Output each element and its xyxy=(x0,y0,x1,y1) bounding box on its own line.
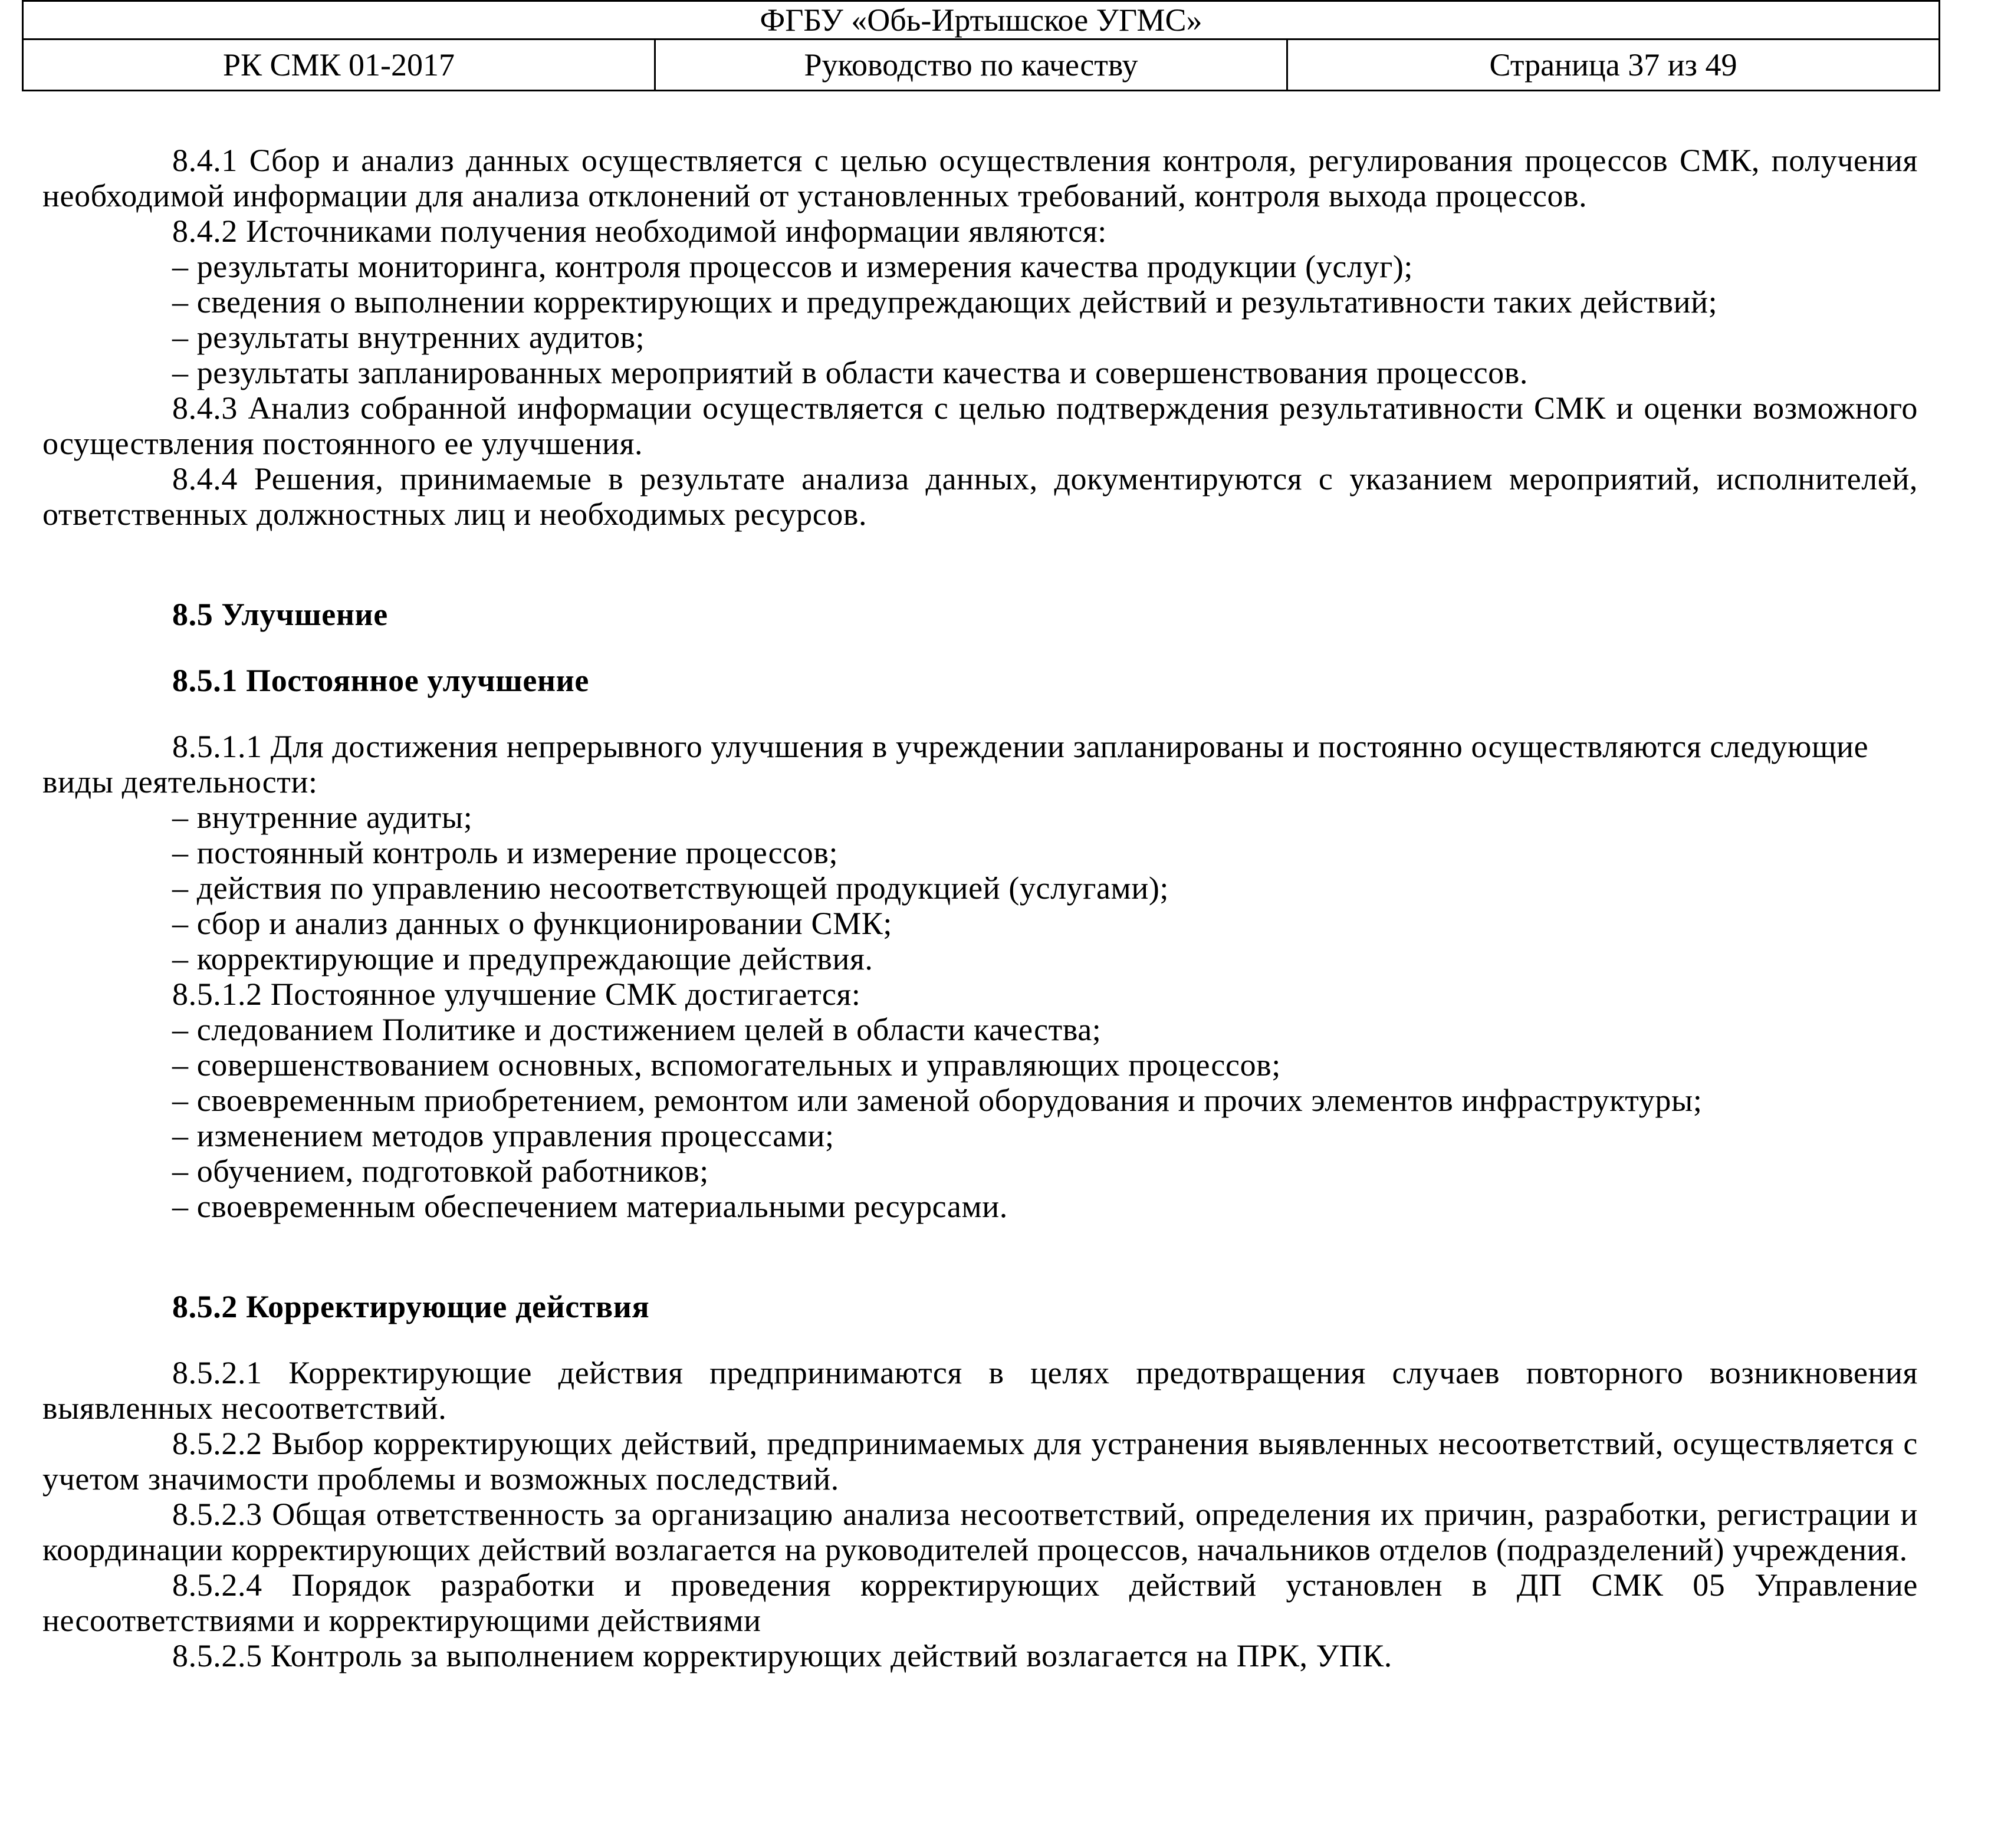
paragraph-8-5-1-2: 8.5.1.2 Постоянное улучшение СМК достигается: xyxy=(172,976,861,1012)
section-spacer xyxy=(42,698,1918,729)
list-item: – изменением методов управления процессами; xyxy=(172,1118,834,1153)
list-item: – корректирующие и предупреждающие действия. xyxy=(172,941,873,976)
heading-8-5-2: 8.5.2 Корректирующие действия xyxy=(172,1289,650,1324)
section-spacer xyxy=(42,632,1918,663)
organization-name: ФГБУ «Обь-Иртышское УГМС» xyxy=(23,1,1940,40)
section-spacer xyxy=(42,532,1918,597)
list-item: – сведения о выполнении корректирующих и предупреждающих действий и результативности таких действий; xyxy=(172,284,1718,320)
list-item: – действия по управлению несоответствующей продукцией (услугами); xyxy=(172,870,1169,906)
heading-8-5-1: 8.5.1 Постоянное улучшение xyxy=(172,663,589,698)
paragraph-8-4-1: 8.4.1 Сбор и анализ данных осуществляется с целью осуществления контроля, регулирования процессов СМК, получения необходимой информации для анализа отклонений от установленных требований, контроля выхода процессов. xyxy=(42,143,1918,213)
paragraph-8-4-4: 8.4.4 Решения, принимаемые в результате анализа данных, документируются с указанием мероприятий, исполнителей, ответственных должностных лиц и необходимых ресурсов. xyxy=(42,461,1918,532)
paragraph-8-5-1-1: 8.5.1.1 Для достижения непрерывного улучшения в учреждении запланированы и постоянно осуществляются следующие виды деятельности: xyxy=(42,729,1869,800)
paragraph-8-5-2-1: 8.5.2.1 Корректирующие действия предпринимаются в целях предотвращения случаев повторного возникновения выявленных несоответствий. xyxy=(42,1355,1918,1426)
page-number: Страница 37 из 49 xyxy=(1287,40,1940,91)
section-spacer xyxy=(42,1224,1918,1289)
list-item: – следованием Политике и достижением целей в области качества; xyxy=(172,1012,1102,1047)
paragraph-8-4-2: 8.4.2 Источниками получения необходимой информации являются: xyxy=(172,213,1107,249)
document-code: РК СМК 01-2017 xyxy=(23,40,655,91)
list-item: – внутренние аудиты; xyxy=(172,800,473,835)
paragraph-8-5-2-5: 8.5.2.5 Контроль за выполнением корректирующих действий возлагается на ПРК, УПК. xyxy=(172,1638,1392,1673)
list-item: – своевременным обеспечением материальными ресурсами. xyxy=(172,1189,1008,1224)
document-header-table xyxy=(22,0,1940,91)
document-body xyxy=(42,143,1918,1673)
list-item: – результаты мониторинга, контроля процессов и измерения качества продукции (услуг); xyxy=(172,249,1414,284)
list-item: – совершенствованием основных, вспомогательных и управляющих процессов; xyxy=(172,1047,1281,1083)
paragraph-8-4-3: 8.4.3 Анализ собранной информации осуществляется с целью подтверждения результативности СМК и оценки возможного осуществления постоянного ее улучшения. xyxy=(42,390,1918,461)
list-item: – сбор и анализ данных о функционировании СМК; xyxy=(172,906,892,941)
list-item: – результаты внутренних аудитов; xyxy=(172,320,645,355)
paragraph-8-5-2-3: 8.5.2.3 Общая ответственность за организацию анализа несоответствий, определения их причин, разработки, регистрации и координации корректирующих действий возлагается на руководителей процессов, начальников отделов (подразделений) учреждения. xyxy=(42,1497,1918,1567)
list-item: – своевременным приобретением, ремонтом или заменой оборудования и прочих элементов инфраструктуры; xyxy=(172,1083,1703,1118)
section-spacer xyxy=(42,1324,1918,1355)
list-item: – результаты запланированных мероприятий в области качества и совершенствования процессов. xyxy=(172,355,1528,390)
heading-8-5: 8.5 Улучшение xyxy=(172,597,388,632)
list-item: – постоянный контроль и измерение процессов; xyxy=(172,835,839,870)
document-title: Руководство по качеству xyxy=(655,40,1287,91)
paragraph-8-5-2-2: 8.5.2.2 Выбор корректирующих действий, предпринимаемых для устранения выявленных несоответствий, осуществляется с учетом значимости проблемы и возможных последствий. xyxy=(42,1426,1918,1497)
list-item: – обучением, подготовкой работников; xyxy=(172,1153,709,1189)
paragraph-8-5-2-4: 8.5.2.4 Порядок разработки и проведения корректирующих действий установлен в ДП СМК 05 Управление несоответствиями и корректирующими действиями xyxy=(42,1567,1918,1638)
